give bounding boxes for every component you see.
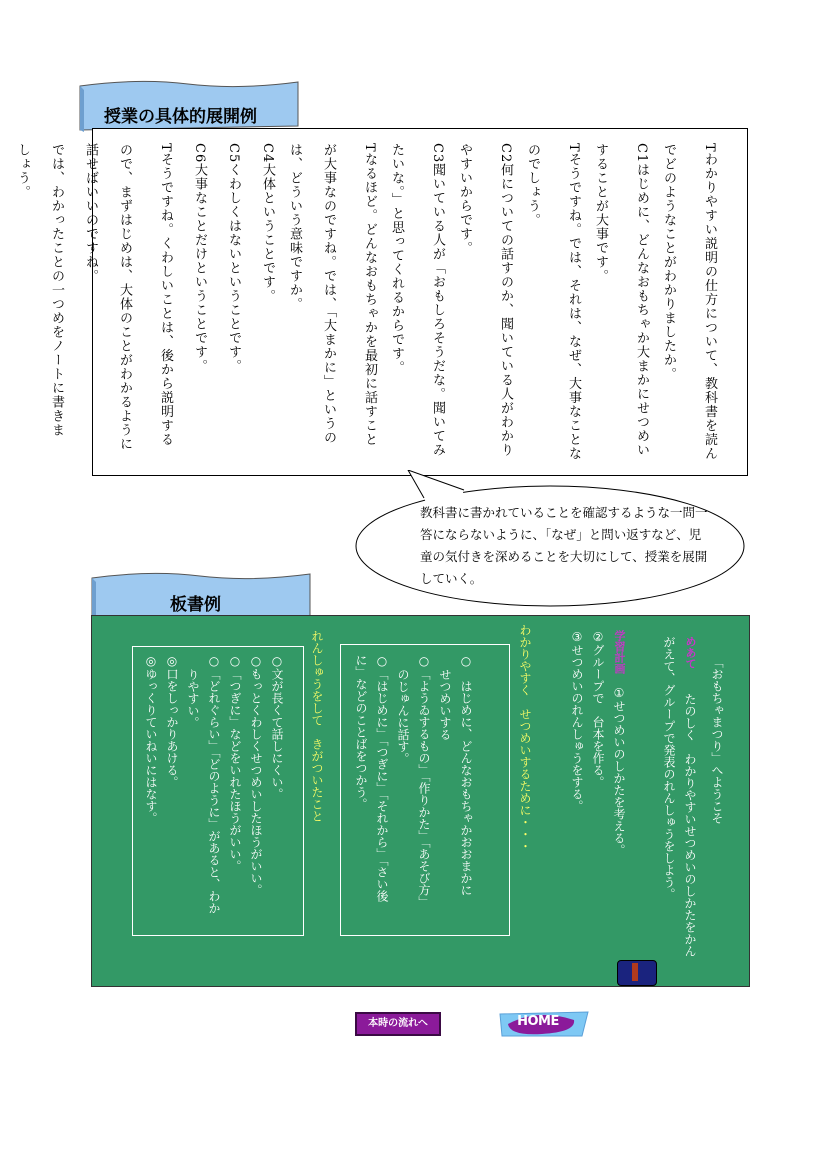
- board-aim: [658, 636, 701, 976]
- box2-line-5: りやすい。: [186, 668, 200, 729]
- eraser-handle: [632, 963, 638, 981]
- dialogue-text-line: することが大事です。: [593, 143, 608, 283]
- dialogue-text-line: たいな。」と思ってくれるからです。: [389, 143, 404, 375]
- dialogue-line: [243, 143, 277, 463]
- board-box-2-text: [140, 654, 287, 926]
- dialogue-line: [277, 143, 311, 463]
- box2-line-2: ○もっとくわしくせつめいしたほうがいい。: [249, 654, 263, 896]
- dialogue-line: [311, 143, 345, 463]
- dialogue-text-line: なるほど。どんなおもちゃかを最初に話すこと: [362, 152, 377, 447]
- lesson-banner-title: 授業の具体的展開例: [104, 107, 257, 127]
- dialogue-text-line: やすいからです。: [457, 143, 472, 255]
- dialogue-line: [617, 143, 651, 463]
- box1-line-5: ○「はじめに」「つぎに」「それから」「さい後: [375, 654, 389, 902]
- board-box-1-text: [350, 654, 476, 924]
- lesson-banner: [78, 78, 300, 134]
- dialogue-text-line: しょう。: [15, 143, 30, 199]
- dialogue-text-line: ので、まずはじめは、大体のことがわかるように: [117, 143, 132, 451]
- dialogue-text-line: のでしょう。: [525, 143, 540, 227]
- dialogue-line: [651, 143, 685, 463]
- speaker-label: C2: [498, 143, 513, 164]
- aim-indent: [683, 669, 697, 693]
- dialogue-line: [413, 143, 447, 463]
- box2-line-1: ○文が長くて話しにくい。: [270, 654, 284, 800]
- dialogue-line: [481, 143, 515, 463]
- dialogue-text-line: 大事なことだけということです。: [192, 163, 207, 374]
- dialogue-line: [447, 143, 481, 463]
- chalkboard: [91, 615, 750, 987]
- dialogue-line: [583, 143, 617, 463]
- dialogue-text: [5, 143, 719, 463]
- dialogue-line: [379, 143, 413, 463]
- board-plan: [566, 630, 630, 970]
- box1-line-1: ○ はじめに、どんなおもちゃかおおまかに: [459, 654, 473, 896]
- plan-label: 学習計画: [613, 630, 626, 674]
- dialogue-line: [175, 143, 209, 463]
- speaker-label: C1: [634, 143, 649, 164]
- dialogue-text-line: そうですね。くわしいことは、後から説明する: [158, 152, 173, 447]
- dialogue-text-line: 何についての話すのか、聞いている人がわかり: [498, 163, 513, 458]
- dialogue-line: [39, 143, 73, 463]
- dialogue-line: [549, 143, 583, 463]
- dialogue-line: [141, 143, 175, 463]
- dialogue-line: [345, 143, 379, 463]
- speaker-label: C3: [430, 143, 445, 164]
- dialogue-text-line: は、どういう意味ですか。: [287, 143, 302, 311]
- lesson-flow-button[interactable]: 本時の流れへ: [355, 1012, 441, 1036]
- dialogue-text-line: 聞いている人が「おもしろそうだな。聞いてみ: [430, 163, 445, 458]
- dialogue-text-line: はじめに、どんなおもちゃか大まかにせつめい: [634, 163, 649, 458]
- dialogue-line: [5, 143, 39, 463]
- board-heading-1: わかりやすく せつめいするために・・・: [518, 624, 532, 852]
- plan-indent: [612, 674, 626, 686]
- speaker-label: T: [158, 143, 173, 153]
- dialogue-text-line: わかりやすい説明の仕方について、教科書を読ん: [702, 152, 717, 461]
- plan-line-3: ③せつめいのれんしゅうをする。: [570, 630, 584, 812]
- dialogue-line: [73, 143, 107, 463]
- box1-line-4: のじゅんに話す。: [396, 668, 410, 765]
- box1-line-2: せつめいする: [438, 668, 452, 741]
- plan-line-1: ①せつめいのしかたを考える。: [612, 686, 626, 856]
- plan-line-2: ②グループで 台本を作る。: [591, 630, 605, 788]
- dialogue-line: [209, 143, 243, 463]
- dialogue-line: [515, 143, 549, 463]
- dialogue-line: [685, 143, 719, 463]
- dialogue-text-line: では、わかったことの一つめをノートに書きま: [49, 143, 64, 437]
- box1-line-3: ○「ようゐするもの」「作りかた」「あそび方」: [417, 654, 431, 908]
- aim-line-2: がえて、グループで発表のれんしゅうをしよう。: [662, 636, 676, 900]
- aim-label: めあて: [684, 636, 697, 669]
- home-label[interactable]: HOME: [517, 1014, 559, 1029]
- board-heading-2: れんしゅうをして きがついたこと: [310, 630, 324, 822]
- dialogue-text-line: そうですね。では、それは、なぜ、大事なことな: [566, 152, 581, 461]
- speaker-label: C5: [226, 143, 241, 164]
- speaker-label: T: [362, 143, 377, 153]
- box2-line-6: ◎口をしっかりあける。: [165, 654, 179, 788]
- board-banner-title: 板書例: [170, 595, 221, 615]
- dialogue-text-line: 大体ということです。: [260, 163, 275, 304]
- box2-line-3: ○「つぎに」などをいれたほうがいい。: [228, 654, 242, 872]
- box2-line-7: ◎ゆっくりていねいにはなす。: [144, 654, 158, 824]
- dialogue-box: [15, 128, 748, 476]
- board-title: 「おもちゃまつり」へようこそ: [710, 656, 724, 824]
- dialogue-text-line: が大事なのですね。では、「大まかに」というの: [321, 143, 336, 445]
- speaker-label: T: [566, 143, 581, 153]
- dialogue-text-line: 話せばいいのですね。: [83, 143, 98, 283]
- aim-line-1: たのしく わかりやすいせつめいのしかたをかん: [683, 693, 697, 957]
- box1-line-6: に」などのことばをつかう。: [354, 654, 368, 810]
- dialogue-text-line: くわしくはないということです。: [226, 163, 241, 374]
- speaker-label: T: [702, 143, 717, 153]
- dialogue-line: [107, 143, 141, 463]
- dialogue-text-line: でどのようなことがわかりましたか。: [661, 143, 676, 381]
- box2-line-4: ○「どれぐらい」「どのように」があると、わか: [207, 654, 221, 914]
- note-text: 教科書に書かれていることを確認するような一問一答にならないように、「なぜ」と問い返すなど、児童の気付きを深めることを大切にして、授業を展開していく。: [420, 505, 708, 586]
- speaker-label: C6: [192, 143, 207, 164]
- speaker-label: C4: [260, 143, 275, 164]
